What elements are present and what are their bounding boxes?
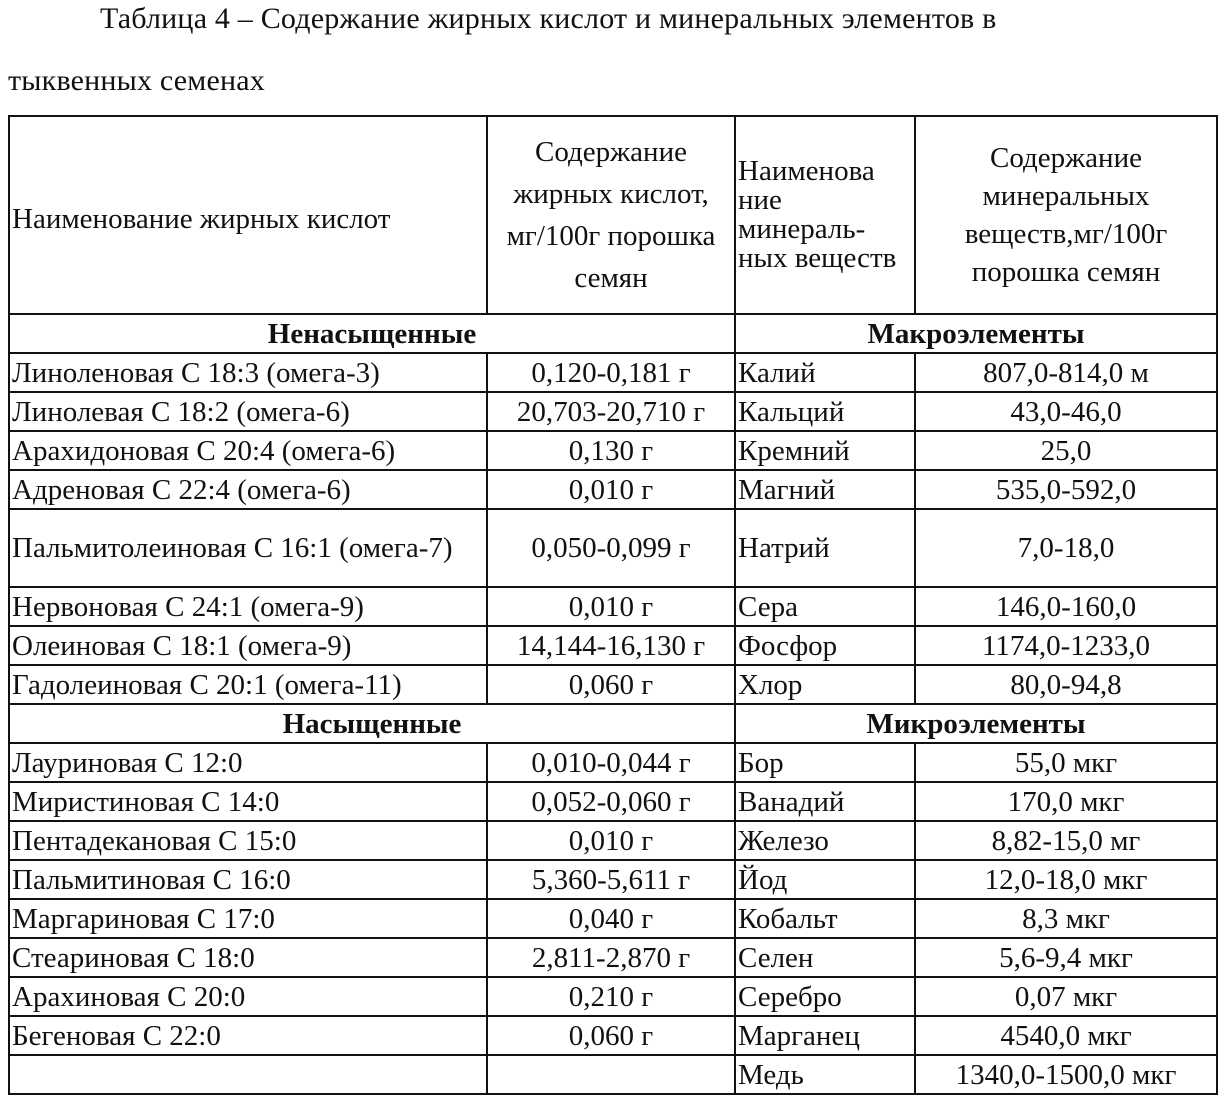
fatty-acid-value: 5,360-5,611 г [487,860,735,899]
mineral-value: 146,0-160,0 [915,587,1217,626]
header-row [9,116,1217,314]
mineral-value: 1174,0-1233,0 [915,626,1217,665]
mineral-name: Кобальт [735,899,915,938]
mineral-name: Селен [735,938,915,977]
fatty-acid-value: 0,210 г [487,977,735,1016]
mineral-value: 5,6-9,4 мкг [915,938,1217,977]
section-heading: Макроэлементы [735,314,1217,353]
mineral-value: 1340,0-1500,0 мкг [915,1055,1217,1094]
table-row [9,977,1217,1016]
mineral-value: 25,0 [915,431,1217,470]
fatty-acid-value: 14,144-16,130 г [487,626,735,665]
table-row [9,431,1217,470]
fatty-acid-value: 0,040 г [487,899,735,938]
mineral-name: Бор [735,743,915,782]
section-heading: Микроэлементы [735,704,1217,743]
table-row [9,938,1217,977]
section-row [9,314,1217,353]
mineral-value: 807,0-814,0 м [915,353,1217,392]
table-caption [8,4,1218,100]
fatty-acid-name: Арахиновая С 20:0 [9,977,487,1016]
section-row [9,704,1217,743]
fatty-acid-name: Пальмитолеиновая С 16:1 (омега-7) [9,509,487,587]
table-row [9,509,1217,587]
mineral-value: 8,3 мкг [915,899,1217,938]
fatty-acid-value: 0,010 г [487,821,735,860]
fatty-acid-name: Стеариновая С 18:0 [9,938,487,977]
fatty-acid-name: Гадолеиновая С 20:1 (омега-11) [9,665,487,704]
mineral-value: 12,0-18,0 мкг [915,860,1217,899]
mineral-name: Железо [735,821,915,860]
mineral-value: 55,0 мкг [915,743,1217,782]
mineral-name: Хлор [735,665,915,704]
mineral-name: Йод [735,860,915,899]
mineral-value: 43,0-46,0 [915,392,1217,431]
table-row [9,470,1217,509]
fatty-acid-name: Линолевая С 18:2 (омега-6) [9,392,487,431]
fatty-acid-value: 0,052-0,060 г [487,782,735,821]
mineral-name: Серебро [735,977,915,1016]
fatty-acid-value: 0,060 г [487,665,735,704]
mineral-name: Сера [735,587,915,626]
table-row [9,782,1217,821]
fatty-acid-value: 20,703-20,710 г [487,392,735,431]
composition-table [8,115,1218,1095]
mineral-value: 8,82-15,0 мг [915,821,1217,860]
fatty-acid-name: Миристиновая С 14:0 [9,782,487,821]
mineral-name: Кремний [735,431,915,470]
fatty-acid-value: 0,060 г [487,1016,735,1055]
table-row [9,1055,1217,1094]
mineral-value: 7,0-18,0 [915,509,1217,587]
caption-line-1: Таблица 4 – Содержание жирных кислот и минеральных элементов в [100,2,997,35]
mineral-name: Ванадий [735,782,915,821]
fatty-acid-value: 0,120-0,181 г [487,353,735,392]
fatty-acid-name: Лауриновая С 12:0 [9,743,487,782]
table-row [9,392,1217,431]
header-fatty-acid-name: Наименование жирных кислот [9,116,487,314]
table-row [9,587,1217,626]
mineral-value: 4540,0 мкг [915,1016,1217,1055]
mineral-value: 0,07 мкг [915,977,1217,1016]
fatty-acid-name: Адреновая С 22:4 (омега-6) [9,470,487,509]
fatty-acid-value: 0,050-0,099 г [487,509,735,587]
fatty-acid-name: Пальмитиновая С 16:0 [9,860,487,899]
fatty-acid-name: Маргариновая С 17:0 [9,899,487,938]
mineral-name: Магний [735,470,915,509]
fatty-acid-name: Арахидоновая С 20:4 (омега-6) [9,431,487,470]
fatty-acid-value [487,1055,735,1094]
table-row [9,821,1217,860]
mineral-name: Калий [735,353,915,392]
header-mineral-name: Наименова ние минераль- ных веществ [735,116,915,314]
caption-line-2: тыквенных семенах [8,64,265,97]
mineral-value: 535,0-592,0 [915,470,1217,509]
fatty-acid-name: Бегеновая С 22:0 [9,1016,487,1055]
mineral-name: Фосфор [735,626,915,665]
fatty-acid-name: Линоленовая С 18:3 (омега-3) [9,353,487,392]
table-row [9,665,1217,704]
section-heading: Ненасыщенные [9,314,735,353]
section-heading: Насыщенные [9,704,735,743]
mineral-name: Марганец [735,1016,915,1055]
fatty-acid-value: 2,811-2,870 г [487,938,735,977]
table-row [9,626,1217,665]
header-fatty-acid-content: Содержание жирных кислот, мг/100г порошка семян [487,116,735,314]
fatty-acid-name: Олеиновая С 18:1 (омега-9) [9,626,487,665]
table-row [9,860,1217,899]
fatty-acid-name [9,1055,487,1094]
fatty-acid-name: Нервоновая С 24:1 (омега-9) [9,587,487,626]
fatty-acid-value: 0,010 г [487,470,735,509]
fatty-acid-value: 0,010-0,044 г [487,743,735,782]
table-row [9,899,1217,938]
table-row [9,353,1217,392]
mineral-name: Натрий [735,509,915,587]
mineral-value: 80,0-94,8 [915,665,1217,704]
mineral-name: Кальций [735,392,915,431]
table-row [9,743,1217,782]
mineral-value: 170,0 мкг [915,782,1217,821]
table-row [9,1016,1217,1055]
header-mineral-content: Содержание минеральных веществ,мг/100г порошка семян [915,116,1217,314]
fatty-acid-value: 0,010 г [487,587,735,626]
fatty-acid-name: Пентадекановая С 15:0 [9,821,487,860]
fatty-acid-value: 0,130 г [487,431,735,470]
mineral-name: Медь [735,1055,915,1094]
